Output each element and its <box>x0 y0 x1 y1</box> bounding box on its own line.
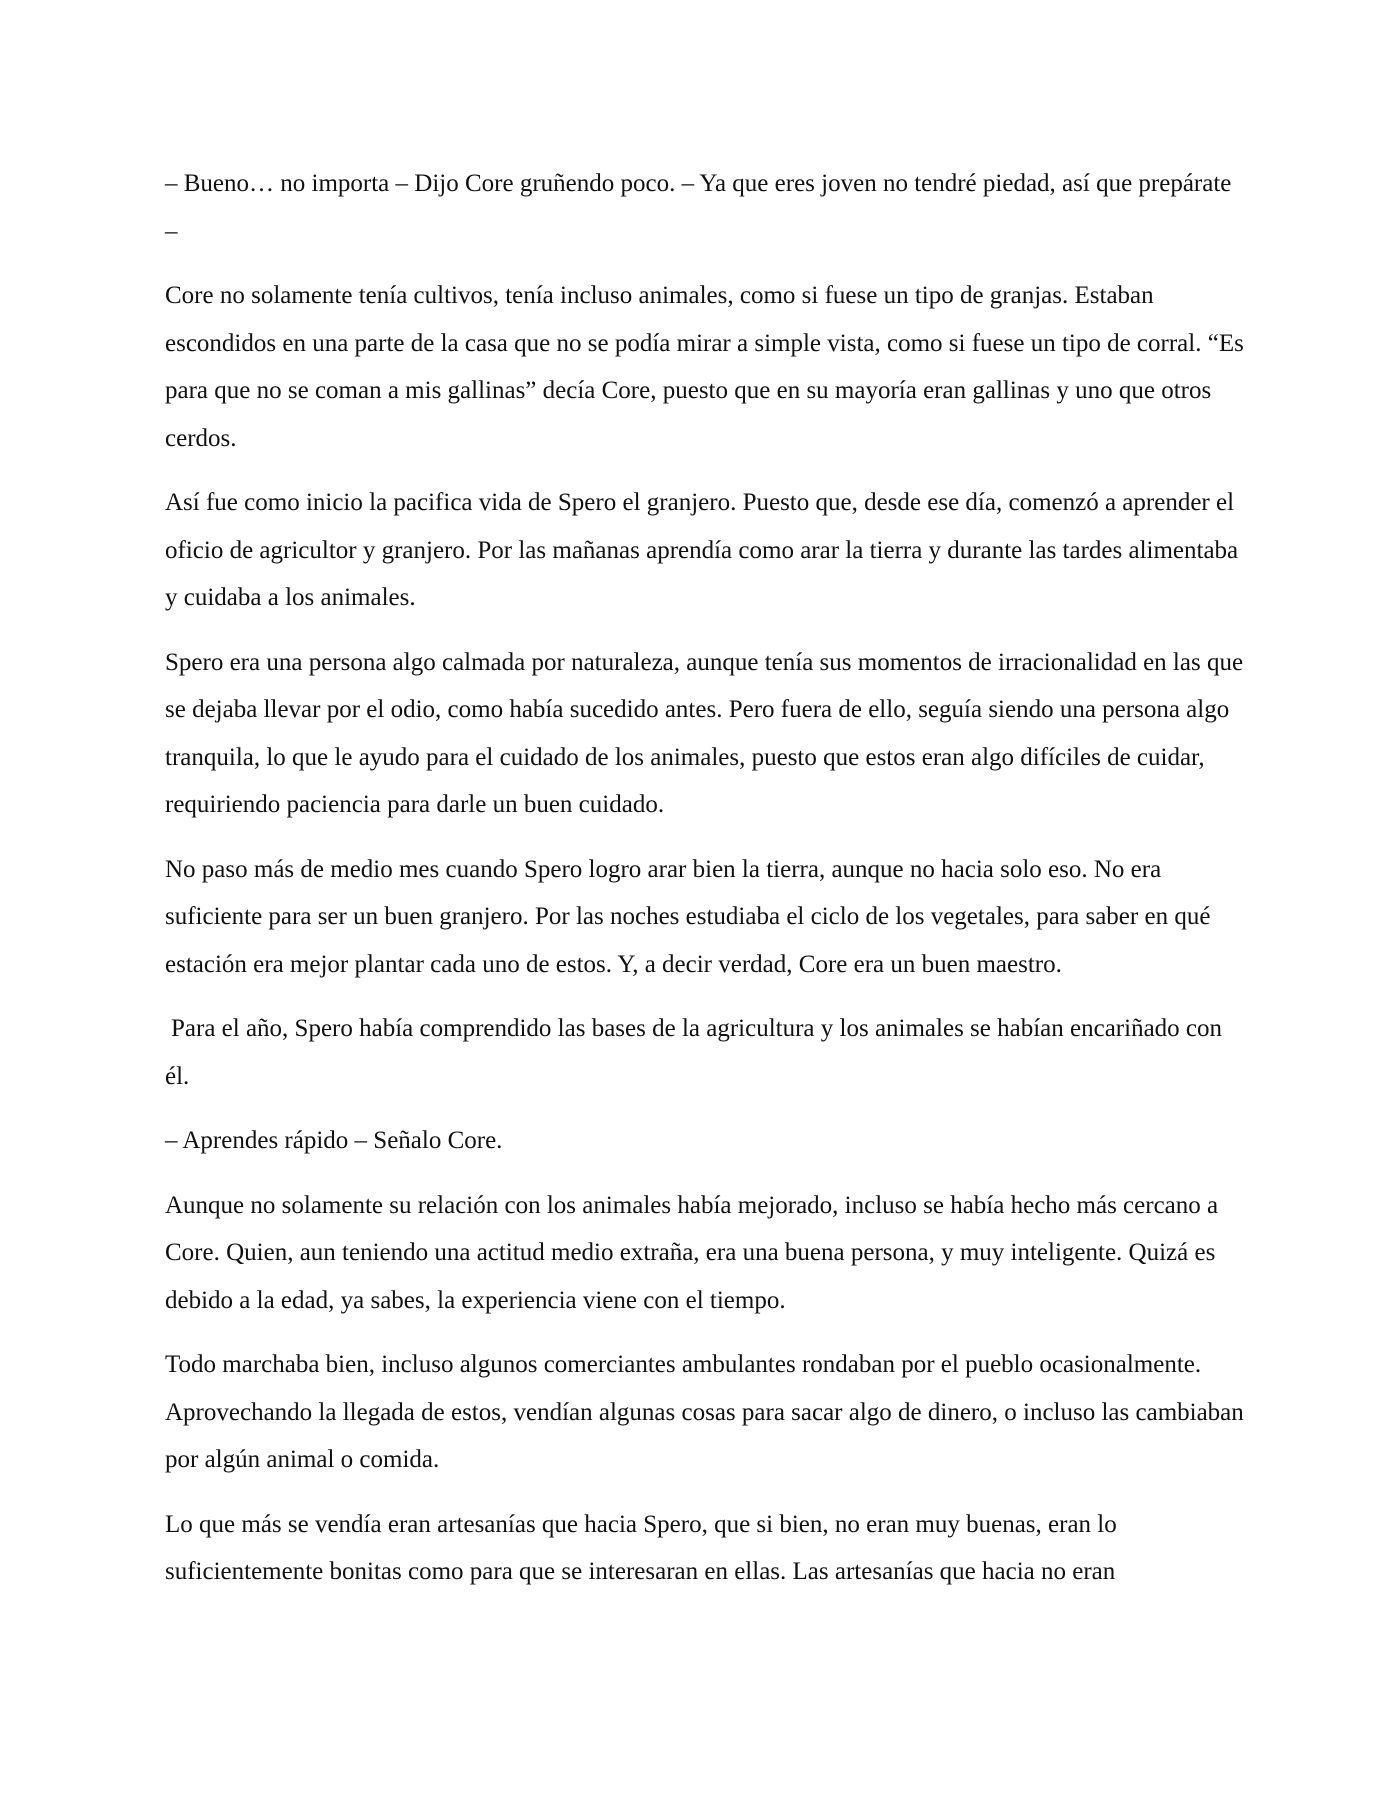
paragraph: Así fue como inicio la pacifica vida de Spero el granjero. Puesto que, desde ese día, comenzó a aprender el oficio de agricultor y granjero. Por las mañanas aprendía como arar la tierra y durante las tardes alimentaba y cuidaba a los animales. <box>165 489 1239 611</box>
paragraph: Spero era una persona algo calmada por naturaleza, aunque tenía sus momentos de irracionalidad en las que se dejaba llevar por el odio, como había sucedido antes. Pero fuera de ello, seguía siendo una persona algo tranquila, lo que le ayudo para el cuidado de los animales, puesto que estos eran algo difíciles de cuidar, requiriendo paciencia para darle un buen cuidado. <box>165 648 1244 818</box>
paragraph: – Aprendes rápido – Señalo Core. <box>165 1127 503 1154</box>
paragraph: Lo que más se vendía eran artesanías que hacia Spero, que si bien, no eran muy buenas, eran lo suficientemente bonitas como para que se interesaran en ellas. Las artesanías que hacia no eran <box>165 1510 1117 1585</box>
body-text <box>165 160 1245 1613</box>
paragraph: No paso más de medio mes cuando Spero logro arar bien la tierra, aunque no hacia solo eso. No era suficiente para ser un buen granjero. Por las noches estudiaba el ciclo de los vegetales, para saber en qué estación era mejor plantar cada uno de estos. Y, a decir verdad, Core era un buen maestro. <box>165 855 1211 978</box>
paragraph: Core no solamente tenía cultivos, tenía incluso animales, como si fuese un tipo de granjas. Estaban escondidos en una parte de la casa que no se podía mirar a simple vista, como si fuese un tipo de corral. “Es para que no se coman a mis gallinas” decía Core, puesto que en su mayoría eran gallinas y uno que otros cerdos. <box>165 282 1244 452</box>
paragraph: Aunque no solamente su relación con los animales había mejorado, incluso se había hecho más cercano a Core. Quien, aun teniendo una actitud medio extraña, era una buena persona, y muy inteligente. Quizá es debido a la edad, ya sabes, la experiencia viene con el tiempo. <box>165 1191 1219 1314</box>
paragraph: – Bueno… no importa – Dijo Core gruñendo poco. – Ya que eres joven no tendré piedad, así que prepárate – <box>165 170 1232 245</box>
paragraph: Todo marchaba bien, incluso algunos comerciantes ambulantes rondaban por el pueblo ocasionalmente. Aprovechando la llegada de estos, vendían algunas cosas para sacar algo de dinero, o incluso las cambiaban por algún animal o comida. <box>165 1351 1244 1473</box>
paragraph: Para el año, Spero había comprendido las bases de la agricultura y los animales se habían encariñado con él. <box>165 1015 1223 1090</box>
